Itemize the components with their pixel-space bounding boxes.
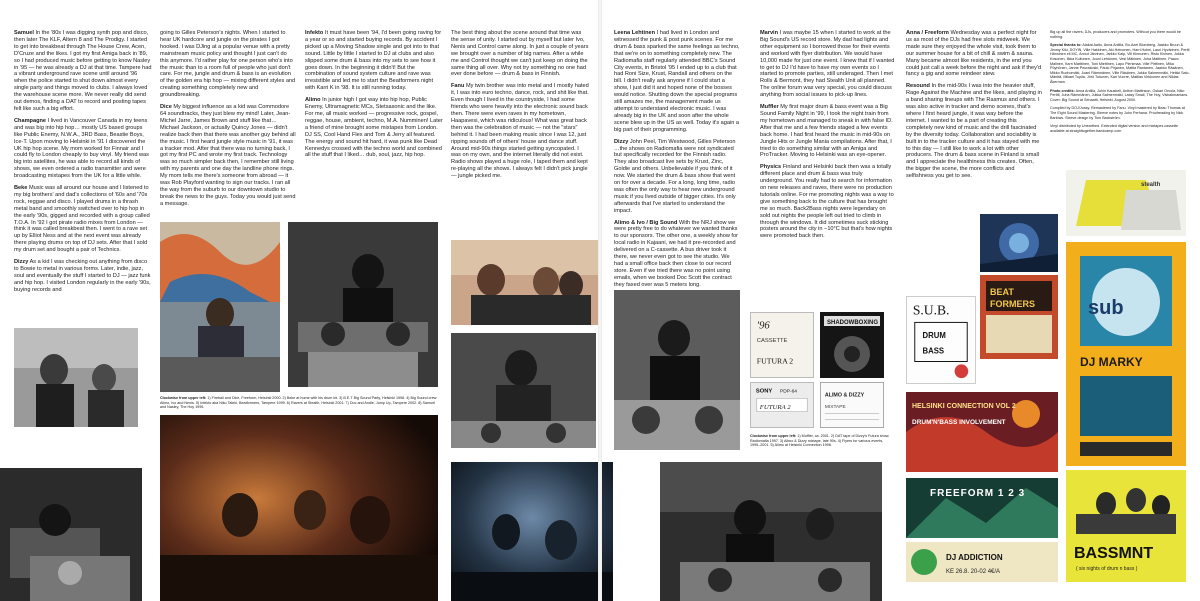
flyer-ad-text-2: MIXTAPE xyxy=(824,404,846,410)
flyer-dat-tape xyxy=(750,312,814,378)
speaker-dice: Dice xyxy=(160,104,172,111)
flyer-ad-text-1: ALIMO & DIZZY xyxy=(824,392,865,399)
flyer-sub-text-2: DRUM xyxy=(922,331,946,341)
text-column-2 xyxy=(160,30,296,212)
speaker-alimo-ivo: Alimo & Ivo / Big Sound xyxy=(614,219,678,226)
text-alimo: In junior high I got way into hip hop, Public Enemy, Ultramagnetic MCs, Stetsasonic and the like. For me, all music worked — progressive rock, gospel, reggae, house, ambient, techno, M.A. Numminen! Later a friend of mine brought some mixtapes from London. DJ SS, Cool Hand Flex and Tom & Jerry all featured. The energy and sound hit hard, it was punk like Dead Kennedys crossed with the techno world and combined all the stuff that I liked… dub, soul, jazz, hip hop. xyxy=(305,97,443,159)
flyer-dat-text-3: FUTURA 2 xyxy=(756,356,794,366)
flyer-beat-text-2: FORMERS xyxy=(990,299,1035,309)
text-alimo-ivo: With the NRJ show we were pretty free to do whatever we wanted thanks to our sponsors. The other one, a weekly show for local radio in Kajaani, we had it pre-recorded and delivered on a C-cassette. A bus driver took it there, we never even got to see the studio. We had a small office back then close to our record store. Even if we tried there was no point using emails, when we booked Doc Scott the contract they faxed over was 5 meters long. xyxy=(614,219,738,288)
text-marvin: I was maybe 15 when I started to work at the Big Sound's US record store. My dad had lights and other equipment so I borrowed those for their events and worked with flyer distribution. We would have 10,000 made for just one event. I knew that if I wanted to get to DJ I'd have to have my own events so I started to promote parties, still underaged. Then I met Rolls & Bermont, they had Stealth Unit all planned. The online forum was very special, you could discuss anything from social issues to pick-up lines. xyxy=(760,30,895,99)
photo-club-blue xyxy=(451,462,613,601)
flyer-alimo-dizzy xyxy=(820,382,884,428)
caption-left-label: Clockwise from upper left: xyxy=(160,396,207,400)
credits-photo-text: Anna Antilla, Juhin Kauskell, Antton Mattinson, Oskari Orvola, Niko Perttil, Juha Rämmänen, Jukka Salmenmäki, Lassy Small, The Hoy, Visbakmanians. xyxy=(1050,88,1189,98)
flyer-sony-text-3: FUTURA 2 xyxy=(759,403,791,411)
flyer-stealth-text: stealth xyxy=(1141,182,1161,188)
text-beke: Music was all around our house and I listened to my big brothers' and dad's collections of '60s and '70s rock, reggae and disco. I played drums in a thrash metal band and smoothly switched over to hip hop in the early '90s, gigged and recorded with a group called T.O.A. In '92 I got pirate radio mixes from London — think it was called breakbeat then. I went to a rave set up by Elliot Ness and at the next event was already there playing drums on top of DJ sets. After that I sold my drum set and bought a pair of Technics. xyxy=(14,185,150,254)
speaker-dizzy: Dizzy xyxy=(14,259,29,266)
photo-dj-turntables xyxy=(288,222,438,387)
text-column-6 xyxy=(760,30,896,254)
text-column-7 xyxy=(906,30,1042,188)
flyer-sub-drum-bass xyxy=(906,296,976,384)
speaker-samuel: Samuel xyxy=(14,30,34,36)
flyer-sony-text-1: SONY xyxy=(755,388,773,395)
photo-dj-booth-dark xyxy=(0,468,142,601)
caption-left-text: 1) Fireball and Dice, Freeform, Helsinki 2000. 2) Beke at home with his drum kit. 3) B.E.T Big Sound Party, Helsinki 1998. 4) Big Sound crew: Alimo, Ivo and Nenis. 5) Infekto aka Niko Taleki, Beatformers, Tampere 1999. 6) Ravers at Stealth, Helsinki 2001. 7) Doc and Andie, Jump Up, Tampere 2002. 8) Samuel and Nasley, The Hoy 1995. xyxy=(160,396,438,410)
flyer-freeform xyxy=(906,478,1058,538)
speaker-anna: Anna / Freeform xyxy=(906,30,949,36)
speaker-fanu: Fanu xyxy=(451,83,465,90)
flyer-bassmnt xyxy=(1066,470,1186,582)
text-physics: Finland and Helsinki back then was a totally different place and drum & bass was truly underground. You really had to search for information on new releases and raves, there were no production tutorials online. For me promoting nights was a way to give something back to the culture that has brought me so much. Back2Bass nights were legendary on sold out nights the people left out tried to climb in through the windows. It did sometimes suck sticking posters around the city in −10°C but that's how nights were promoted back then. xyxy=(760,164,894,240)
flyer-stealth xyxy=(1066,170,1186,236)
flyer-beatformers xyxy=(980,275,1058,359)
text-resound: In the mid-90s I was into the heavier stuff, Rage Against the Machine and the likes, and playing in a band sharing lineups with The Rasmus and others. I was also active in tracker and demo scenes, that's where I first heard jungle, it was way before the internet. I wanted to be a part of creating this completely new kind of music and the drill fascinated by the diversity today. Collaboration and sociability is built in to the tracker culture and it has stayed with me to this day — I still like to work a lot with other producers. The drum & bass scene in Finland is small and I appreciate the healthiness this creates. Often, the bigger the scene, the more conflicts and selfishness you get to see. xyxy=(906,83,1042,180)
text-column-3 xyxy=(305,30,443,180)
flyer-blue-graphic xyxy=(980,214,1058,272)
credits-compiled: Compiled by DOJ/Jussy. Remastered by Fanu. Vinyl mastered by Beau Thomas at The Eight Sound Mastering. Sleeve notes by John Perhana. Proofreading by Nick Barlows. Sleeve design by Tom Backström. xyxy=(1050,106,1185,120)
credits-column xyxy=(1050,30,1190,180)
speaker-alimo: Alimo xyxy=(305,97,321,104)
text-anna: Wednesday was a perfect night for us as most of the DJs had free slots midweek. We made sure they enjoyed the whole visit, took them to our summer house for a bit of chill & swim & sauna. Many became almost like residents, in the end you could just call a week before the night and ask if they'd fancy a gig and some reindeer stew. xyxy=(906,30,1042,78)
speaker-infekto: Infekto xyxy=(305,30,324,36)
credits-thanks-label: Special thanks to: xyxy=(1050,43,1082,48)
text-dizzy-2: John Peel, Tim Westwood, Gilles Peterson …the shows on Radiomafia were not syndicated but specifically recorded for the Finnish radio. They also broadcast live sets by Krust, Zinc, Goldie and others. Unbelievable if you think of it now. We started the drum & bass show that went on for over a decade. For a long, long time, radio was often the only way to hear new underground music if you lived outside of bigger cities. It's only afterwards that I've started to understand the impact. xyxy=(614,138,736,214)
flyer-dj-marky xyxy=(1066,242,1186,466)
text-dizzy: As a kid I was checking out anything from disco to Bowie to metal in various forms. Later, indie, jazz, soul and eventually the stuff I started to DJ — jazz funk and hip hop. I visited London regularly in the early '90s, buying records and xyxy=(14,259,151,293)
speaker-muffler: Muffler xyxy=(760,104,779,111)
flyer-sub-text-3: BASS xyxy=(922,346,945,356)
text-column-1 xyxy=(14,30,152,318)
credits-cover-text: Cover: Big Sound at Senaatti, Helsinki, August 2000. xyxy=(1050,97,1137,102)
flyer-addiction-text-2: KE 26.8. 20-02 4€/A xyxy=(946,569,1001,575)
flyer-bassmnt-text-2: ( six nights of drum n bass ) xyxy=(1076,566,1138,572)
flyer-dj-addiction xyxy=(906,542,1058,582)
text-dice: My biggest influence as a kid was Commodore 64 soundtracks, they just blew my mind! Later, Jean-Michel Jarre, James Brown and stuff like that… Michael Jackson, or actually Quincy Jones — didn't realize back then that there was another guy behind all the music. I first heard jungle style music in '91, it was a tracker mod. After that there was no turning back, I got my first PC and wrote my first track. Technology was so much simpler back then, I remember still living with my parents and one day the landline phone rings. My mom tells me there's someone from abroad — it was Rob Playford wanting to sign our tracks. I ran all the way from the suburb to our downtown studio to break the news to the guys. Today you would just send a message. xyxy=(160,104,296,207)
credits-vinyl: Vinyl distributed by Unearthed. Extended digital version and mixtapes cassette available at straighttogether.bandcamp.com xyxy=(1050,124,1179,133)
text-samuel: In the '80s I was digging synth pop and disco, then later The KLF, Altern 8 and The Prodigy. I started to get into breakbeat through The House Crew, Acen, D'Cruze and the likes. I got my first Amiga back in '89, so I had produced music before getting to know Nasley in '95 — he was already a DJ at that time. Tampere had a vibrant underground rave scene until around '96 when the police started to shut down almost every single party and things moved to clubs. I always loved the warehouse scene more. We never really did send out demos, finding a DAT to record and posting tapes felt like such a big effort. xyxy=(14,30,152,112)
speaker-resound: Resound xyxy=(906,83,930,90)
flyer-addiction-text-1: DJ ADDICTION xyxy=(946,553,1003,562)
speaker-leena: Leena Lehtinen xyxy=(614,30,656,36)
flyer-beat-text-1: BEAT xyxy=(990,287,1014,297)
photo-graffiti-dj xyxy=(160,222,280,392)
speaker-beke: Beke xyxy=(14,185,28,192)
text-col4-cont: The best thing about the scene around that time was the sense of unity. I started out by myself but later Ivo, Nenis and Control came along. In just a couple of years we brought over a number of big names. After a while me and Control thought we can't just keep on doing the same thing all over. Why not try something no one had ever done before — drum & bass in Finnish. xyxy=(451,30,589,78)
credits-intro: Big up all the ravers, DJs, producers and promoters. Without you there would be nothing. xyxy=(1050,30,1181,39)
text-champagne: I lived in Vancouver Canada in my teens and was big into hip hop… mostly US based groups like Public Enemy, N.W.A., 3RD Bass, Beastie Boys, Ice-T. Upon moving to Helsinki in '91 I discovered the UK hip hop scene. My mom worked for Finnair and I could fly to London cheaply to buy vinyl. My friend was big into satellites, he was able to record all kinds of shows, we even ordered a radio transmitter and were broadcasting mixtapes from the UK for a little while. xyxy=(14,117,149,180)
photo-dj-booth-crowd xyxy=(660,462,882,601)
credits-thanks-text: Alakat Aalto, Anna Antilla, Bo-Axel Blomberg, Jaakko Bruun & Jimmy Kiki, DOYIN, Ville Hakkinen, Aki Heinonen, Harri Holmi, Lauri Hyvärinen, Pertti Hänninen eli MC, Annut Järvinen, Jarkko Kalp, Vili Kinnunen, Risto Kivinen, Jukka Kosonen, Ilkka Kuitunen, Jouni Lehtonen, Vesi Mäkinen, Juha Mattinen, Paavo Malinen, Karri Marttinen, Toni Miettinen, Lapo Pienimaa, Ville Pirttinen, Mika Pöyhönen, Janne Peurakoski, Paulo Pirjanen, Mattia Rantanen, Jaakko Räsänen, Mikko Ruohomäki, Joani Rämmänen, Ville Räsänen, Jukka Salmenmäki, Heikki Salo-Mänttä, Mikael Tupila, Jörö Tutunen, Kari Vuorre, Mattias Virkkunen and Niklas Åkerman. xyxy=(1050,43,1190,84)
speaker-dizzy-2: Dizzy xyxy=(614,138,629,145)
text-infekto: It must have been '94, I'd been going raving for a year or so and started buying records. By accident I picked up a Moving Shadow single and got into to that sound. Little by little I started to DJ at clubs and also slipped some drum & bass into my sets to see how it goes down. In the beginning it didn't! But the combination of sound system culture and rave was irresistible and led me to start the Beatformers night with Karri K in '98. It is still running today. xyxy=(305,30,442,92)
caption-right-label: Clockwise from upper left: xyxy=(750,434,797,438)
photo-crowd-rave xyxy=(160,415,438,601)
speaker-physics: Physics xyxy=(760,164,782,171)
flyer-hc-text-1: HELSINKI CONNECTION VOL 2 xyxy=(912,403,1016,410)
text-fanu: My twin brother was into metal and I mostly hated it, I was into euro techno, dance, rock, and shit like that. Even though I lived in the countryside, I had some friends who were heavily into the electronic sound back then. There were even raves in my hometown, Haapavesi, which was ridiculous! What was great back then was the celebration of music — not the "stars" behind it. I had been making music since I was 12, just ripping sounds off of others' house and dance stuff. Around mid-90s things started getting syncopated. I was on my own, and the internet literally did not exist. Radio shows played a huge role, I taped them and kept re-playing all the shows. I always felt I didn't pick jungle — jungle picked me. xyxy=(451,83,589,180)
flyer-dat-text-2: CASSETTE xyxy=(756,338,788,345)
flyer-bassmnt-text-1: BASSMNT xyxy=(1074,545,1154,562)
text-col2-cont: going to Gilles Peterson's nights. When I started to hear UK hardcore and jungle on the pirates I got hooked. I was DJing at a popular venue with a pretty mainstream music policy and thought I just can't do this anymore. I'd rather play for one person who's into the music than to a room full of people who just don't care. For me, jungle and drum & bass is an evolution of the golden era hip hop — mixing different styles and creating something completely new and groundbreaking. xyxy=(160,30,296,99)
caption-right-text: 1) Muffler, ca. 2001. 2) DAT tape of Dizzy's Futura show, Radiomafia 1997. 3) Alimo & Dizzy mixtape, late 90s. 4) Flyers for various events, 1995–2001. 5) Alimo at Helsinki Connection 1998. xyxy=(750,434,890,448)
caption-right-page xyxy=(750,434,890,450)
flyer-sub-text-1: S.U.B. xyxy=(912,302,950,318)
caption-left-page xyxy=(160,396,442,412)
flyer-helsinki-connection xyxy=(906,392,1058,472)
flyer-sony-tape xyxy=(750,382,814,428)
speaker-champagne: Champagne xyxy=(14,117,47,124)
spine-fold xyxy=(598,0,602,601)
flyer-marky-text-2: DJ MARKY xyxy=(1080,355,1143,369)
photo-record-bin xyxy=(451,333,596,448)
credits-photo-label: Photo credits: xyxy=(1050,88,1075,93)
photo-drum-kit xyxy=(451,240,601,325)
photo-samuel-nasley xyxy=(14,328,138,427)
flyer-marky-text: sub xyxy=(1088,297,1124,319)
text-column-4 xyxy=(451,30,589,226)
flyer-sony-text-2: PDP-64 xyxy=(780,389,797,395)
flyer-freeform-text: FREEFORM 1 2 3 xyxy=(930,488,1026,499)
text-leena: I had lived in London and witnessed the punk & post punk scenes. For me drum & bass sparked the same feelings as techno, that we're on to something completely new. The Radiomafia staff regularly attended BBC's Sound City events, in Bristol '95 I ended up to a club that had Roni Size, Krust, Randall and others on the bill. I didn't really ask anyone if I could start a show, I just did it and hoped none of the bosses would notice. Shutting down the special programs still amazes me, the management made us attempt to understand electronic music. I was already big in the UK and soon after the whole scene blew up in the US as well. Today it's again a big part of their programming. xyxy=(614,30,740,133)
flyer-hc-text-2: DRUM'N'BASS INVOLVEMENT xyxy=(912,419,1006,426)
speaker-marvin: Marvin xyxy=(760,30,779,36)
text-muffler: My first major drum & bass event was a Big Sound Family Night in '99, I took the night train from my hometown and managed to sneak in with false ID. After that me and a few friends staged a few events back home. I had first heard the music in mid-90s on Jungle Hits or Jungle Mania compilations. After that, I tried to do something similar with an Amiga and ProTracker. Moving to Helsinki was an eye-opener. xyxy=(760,104,893,159)
flyer-shadow-text: SHADOWBOXING xyxy=(827,320,878,326)
flyer-dat-text-1: '96 xyxy=(756,320,770,332)
text-column-5 xyxy=(614,30,740,288)
flyer-shadowboxing xyxy=(820,312,884,378)
photo-dj-mixer-bw xyxy=(614,290,740,450)
